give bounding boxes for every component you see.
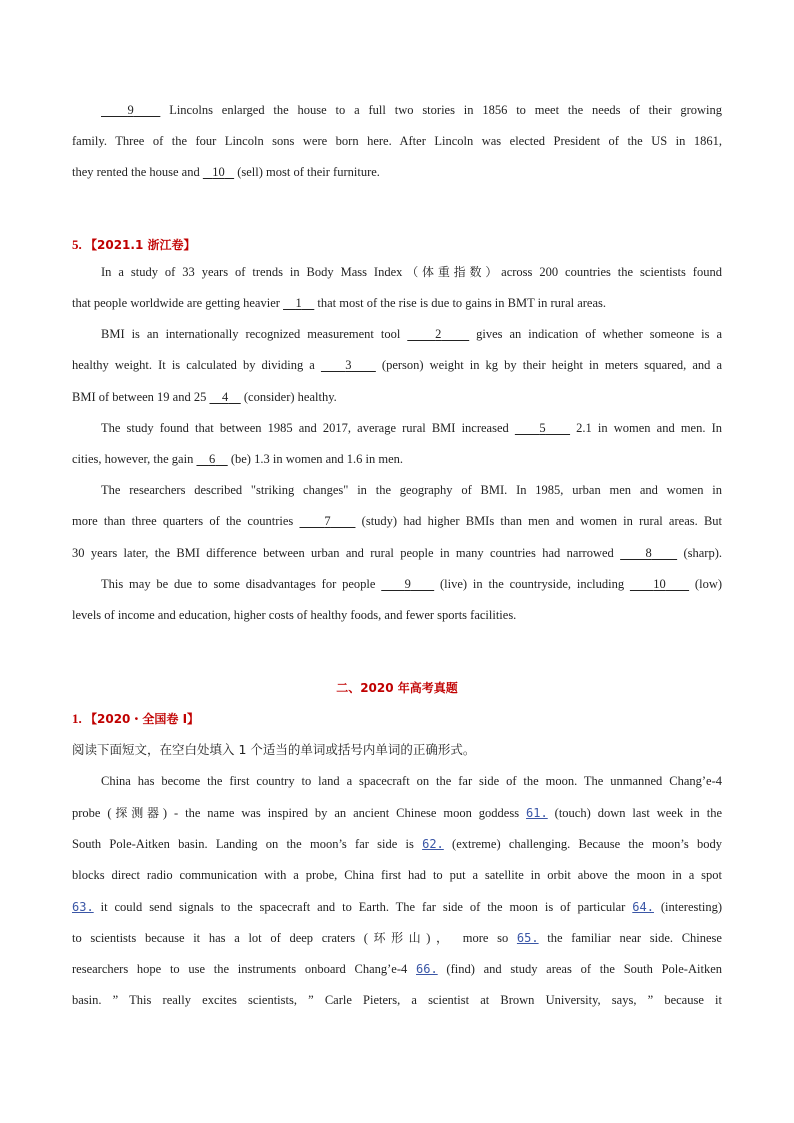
q5-p3-line-1: The study found that between 1985 and 2017, average rural BMI increased 5 2.1 in women and men. In — [101, 421, 723, 435]
q5-p5-line-2: levels of income and education, higher costs of healthy foods, and fewer sports facilities. — [72, 608, 517, 622]
lincoln-line-1: 9 Lincolns enlarged the house to a full two stories in 1856 to meet the needs of their growing — [101, 101, 722, 119]
q1-line-7: researchers hope to use the instruments onboard Chang’e-4 66. (find) and study areas of the South Pole-Aitken — [72, 962, 722, 976]
q5-p4-line-1: The researchers described "striking changes" in the geography of BMI. In 1985, urban men and women in — [101, 483, 722, 497]
blank-8: 8 — [645, 546, 652, 560]
blank-62: 62. — [422, 837, 444, 851]
q1-heading: 1. 【2020・全国卷 I】 — [72, 711, 200, 726]
q1-instruction: 阅读下面短文，在空白处填入 1 个适当的单词或括号内单词的正确形式。 — [72, 742, 476, 757]
q1-line-5: 63. it could send signals to the spacecraft and to Earth. The far side of the moon is of particular 64. (interesting) — [72, 900, 722, 914]
blank-4: 4 — [221, 390, 229, 404]
q5-p4-line-3: 30 years later, the BMI difference between urban and rural people in many countries had narrowed 8 (sharp). — [72, 546, 722, 560]
blank-64: 64. — [632, 900, 654, 914]
q5-p1-line-2: that people worldwide are getting heavier 1 that most of the rise is due to gains in BMT in rural areas. — [72, 296, 607, 310]
q1-line-1: China has become the first country to land a spacecraft on the far side of the moon. The unmanned Chang’e-4 — [101, 774, 722, 788]
q1-line-3: South Pole-Aitken basin. Landing on the moon’s far side is 62. (extreme) challenging. Because the moon’s body — [72, 837, 722, 851]
blank-9: 9 — [127, 103, 134, 117]
q5-p2-line-3: BMI of between 19 and 25 4 (consider) healthy. — [72, 390, 337, 404]
blank-6: 6 — [208, 452, 216, 466]
blank-10: 10 — [212, 165, 225, 179]
blank-2: 2 — [435, 327, 442, 341]
lincoln-line-3: they rented the house and 10 (sell) most of their furniture. — [72, 165, 380, 179]
blank-5: 5 — [539, 421, 546, 435]
q5-p2-line-1: BMI is an internationally recognized measurement tool 2 gives an indication of whether someone is a — [101, 327, 723, 341]
q5-p3-line-2: cities, however, the gain 6 (be) 1.3 in women and 1.6 in men. — [72, 452, 404, 466]
blank-3: 3 — [345, 358, 352, 372]
lincoln-line-2: family. Three of the four Lincoln sons were born here. After Lincoln was elected President of the US in 1861, — [72, 134, 722, 148]
q1-line-8: basin. ” This really excites scientists, ” Carle Pieters, a scientist at Brown University, says, ” because it — [72, 993, 722, 1007]
q5-p1-line-1: In a study of 33 years of trends in Body Mass Index（体重指数）across 200 countries the scientists found — [101, 265, 722, 279]
blank-63: 63. — [72, 900, 94, 914]
q1-line-4: blocks direct radio communication with a probe, China first had to put a satellite in orbit above the moon in a spot — [72, 868, 722, 882]
q1-line-6: to scientists because it has a lot of deep craters (环形山)， more so 65. the familiar near side. Chinese — [72, 931, 722, 945]
blank-7: 7 — [324, 514, 331, 528]
q5-p4-line-2: more than three quarters of the countries 7 (study) had higher BMIs than men and women in rural areas. But — [72, 514, 723, 528]
blank-66: 66. — [416, 962, 438, 976]
q5-p2-line-2: healthy weight. It is calculated by dividing a 3 (person) weight in kg by their height in meters squared, and a — [72, 358, 722, 372]
q5-heading: 5. 【2021.1 浙江卷】 — [72, 237, 196, 252]
q5-p5-line-1: This may be due to some disadvantages for people 9 (live) in the countryside, including 10 (low) — [101, 577, 723, 591]
blank-1: 1 — [295, 296, 302, 310]
blank-10b: 10 — [653, 577, 666, 591]
q1-line-2: probe (探测器) - the name was inspired by an ancient Chinese moon goddess 61. (touch) down last week in the — [72, 806, 722, 820]
blank-9b: 9 — [404, 577, 411, 591]
blank-65: 65. — [516, 931, 539, 945]
blank-61: 61. — [526, 806, 548, 820]
section-2-title: 二、2020 年高考真题 — [336, 681, 458, 695]
